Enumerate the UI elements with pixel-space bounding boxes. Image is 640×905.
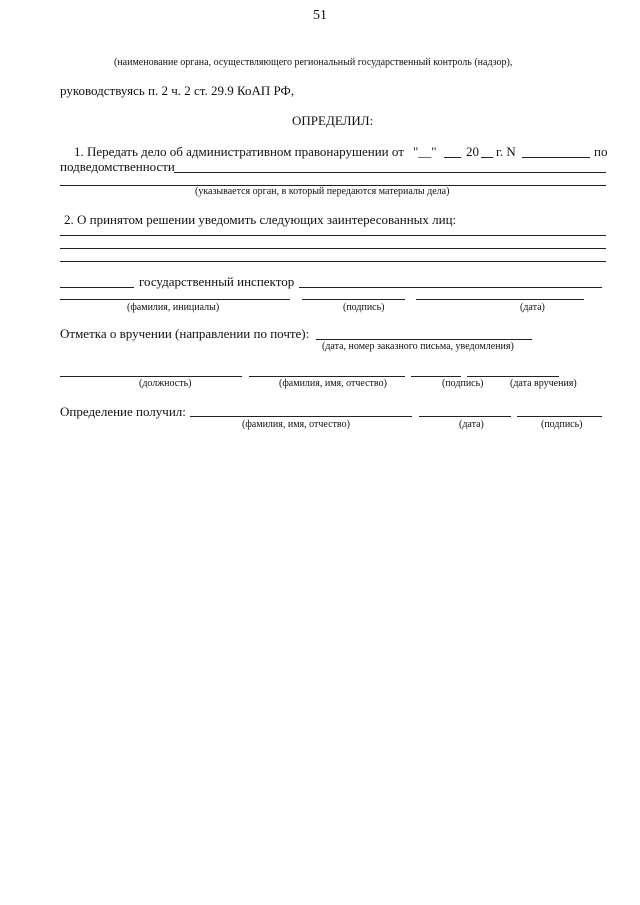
item1-po: по [594, 144, 608, 159]
handover-caption-date: (дата вручения) [510, 378, 577, 389]
inspector-signature-line [302, 299, 405, 300]
item2-text: 2. О принятом решении уведомить следующих заинтересованных лиц: [64, 212, 457, 227]
inspector-caption-date: (дата) [520, 302, 545, 313]
item1-date-quote: "__" [413, 144, 437, 159]
handover-name-line [249, 376, 405, 377]
organ-caption: (наименование органа, осуществляющего региональный государственный контроль (надзор), [114, 57, 513, 68]
delivery-mark-line [316, 339, 532, 340]
inspector-caption-name: (фамилия, инициалы) [127, 302, 220, 313]
inspector-fio-line [60, 299, 290, 300]
item1-number-line [522, 157, 590, 158]
handover-position-line [60, 376, 242, 377]
item1-month-line [444, 157, 461, 158]
item2-line-3 [60, 261, 606, 262]
item1-text: 1. Передать дело об административном правонарушении от [74, 144, 404, 159]
delivery-mark-label: Отметка о вручении (направлении по почте): [60, 326, 310, 341]
item1-subordination: подведомственности [60, 159, 175, 174]
inspector-label: государственный инспектор [139, 274, 295, 289]
delivery-mark-caption: (дата, номер заказного письма, уведомления) [322, 341, 514, 352]
item2-line-2 [60, 248, 606, 249]
handover-signature-line [411, 376, 461, 377]
page-number: 51 [313, 8, 327, 23]
item2-line-1 [60, 235, 606, 236]
received-caption-signature: (подпись) [541, 419, 583, 430]
item1-year: 20 [466, 144, 479, 159]
inspector-date-line [416, 299, 584, 300]
received-date-line [419, 416, 511, 417]
received-label: Определение получил: [60, 404, 186, 419]
handover-caption-signature: (подпись) [442, 378, 484, 389]
handover-date-line [467, 376, 559, 377]
item1-caption: (указывается орган, в который передаются материалы дела) [195, 186, 450, 197]
received-caption-date: (дата) [459, 419, 484, 430]
inspector-caption-signature: (подпись) [343, 302, 385, 313]
received-name-line [190, 416, 412, 417]
item1-subordination-line [174, 172, 606, 173]
handover-caption-name: (фамилия, имя, отчество) [279, 378, 387, 389]
handover-caption-position: (должность) [139, 378, 192, 389]
received-caption-name: (фамилия, имя, отчество) [242, 419, 350, 430]
inspector-name-line [299, 287, 602, 288]
decision-title: ОПРЕДЕЛИЛ: [292, 113, 374, 128]
received-signature-line [517, 416, 602, 417]
inspector-prefix-line [60, 287, 134, 288]
item1-year-line [481, 157, 493, 158]
guided-by-text: руководствуясь п. 2 ч. 2 ст. 29.9 КоАП РФ, [60, 83, 295, 98]
item1-year-suffix: г. N [496, 144, 516, 159]
